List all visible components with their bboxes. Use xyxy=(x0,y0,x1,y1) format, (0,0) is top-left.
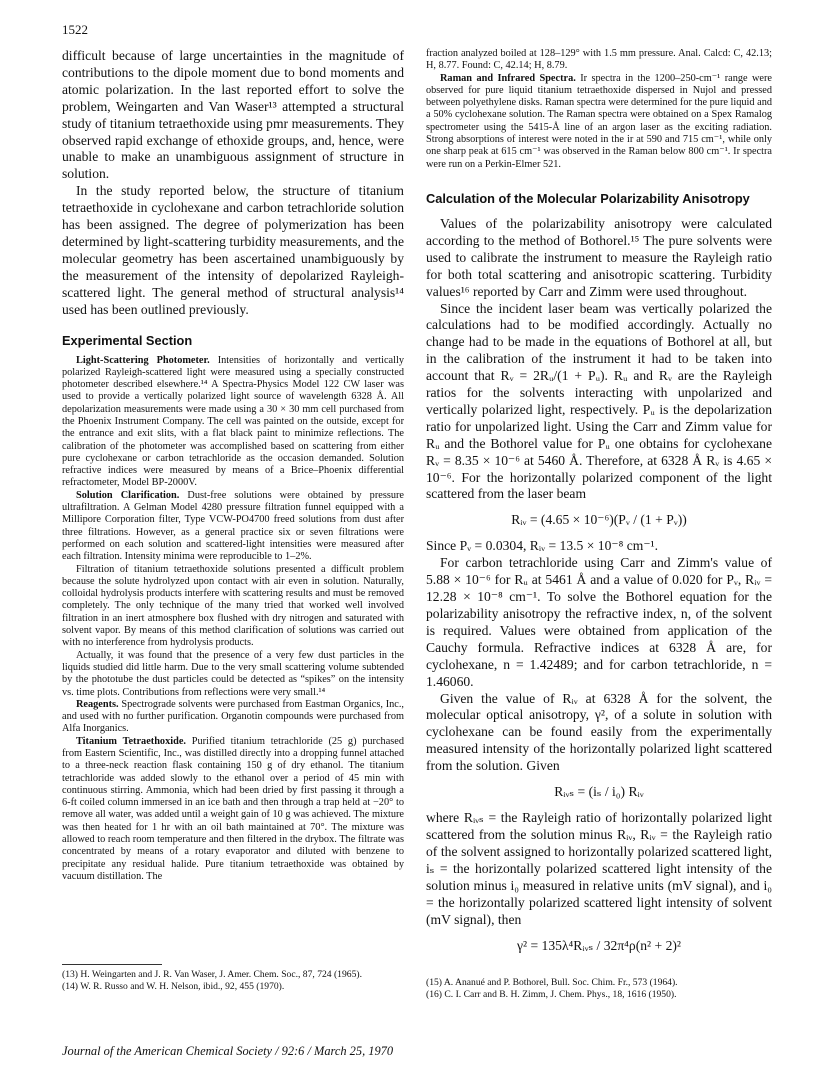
intro-paragraph-2: In the study reported below, the structure of titanium tetraethoxide in cyclohexane and carbon tetrachloride solution has been assigned. The degree of polymerization has been determined by light-scattering turbidity measurements, and the molecular geometry has been ascertained unambiguously by the measurement of the intensity of depolarized Rayleigh-scattered light. The general method of structural analysis¹⁴ used has been outlined previously. xyxy=(62,183,404,317)
spectra-run-head: Raman and Infrared Spectra. xyxy=(440,72,576,84)
calculation-heading: Calculation of the Molecular Polarizability Anisotropy xyxy=(426,190,750,206)
calc-paragraph-2: Since the incident laser beam was vertically polarized the calculations had to be modified accordingly. Actually no change had to be made in the equations of Bothorel at all, but in the calibration of the instrument it had to be taken into account that Rᵥ = 2Rᵤ/(1 + Pᵤ). Rᵤ and Rᵥ are the Rayleigh ratios for the solvents interacting with unpolarized and vertically polarized light, respectively. Pᵤ is the depolarization ratio for unpolarized light. Using the Carr and Zimm value for Rᵤ and the Bothorel value for Pᵤ one obtains for cyclohexane Rᵥ = 8.35 × 10⁻⁶ at 5460 Å. Therefore, at 6328 Å Rᵥ is 4.65 × 10⁻⁶. For the horizontally polarized component of the light scattered from the laser beam xyxy=(426,300,772,502)
experimental-heading: Experimental Section xyxy=(62,332,193,348)
filtration-paragraph: Filtration of titanium tetraethoxide solutions presented a difficult problem because the solute hydrolyzed upon contact with air even in solution. Naturally, colloidal hydrolysis products interfere with scattering results and must be removed completely. The only technique of the many tried that worked well involved filtration in an inert atmosphere box flushed with dry nitrogen and saturated with solvent vapor. By means of this method clarification of solutions was carried out with no interference from hydrolysis products. xyxy=(62,563,404,649)
calc-paragraph-5: Given the value of Rᵢᵥ at 6328 Å for the solvent, the molecular optical anisotropy, γ², of a solute in solution with cyclohexane can be found easily from the experimentally measured intensity of the horizontally polarized light scattered from the solution. Given xyxy=(426,690,772,774)
footnotes-right xyxy=(426,977,772,1000)
reagents-paragraph xyxy=(62,699,404,736)
calc-paragraph-4: For carbon tetrachloride using Carr and Zimm's value of 5.88 × 10⁻⁶ for Rᵤ at 5461 Å and a value of 0.020 for Pᵥ, Rᵢᵥ = 12.28 × 10⁻⁸ cm⁻¹. To solve the Bothorel equation for the polarizability anisotropy the refractive index, n, of the solvent is required. Values were obtained from application of the Cauchy formula. Refractive indices at 6328 Å are, for cyclohexane, n = 1.42489; and for carbon tetrachloride, n = 1.46060. xyxy=(426,555,772,689)
left-column xyxy=(62,48,404,883)
clarification-paragraph xyxy=(62,490,404,564)
reagents-run-head: Reagents. xyxy=(76,698,119,710)
titanium-run-head: Titanium Tetraethoxide. xyxy=(76,735,186,747)
footnote-13: (13) H. Weingarten and J. R. Van Waser, J. Amer. Chem. Soc., 87, 724 (1965). xyxy=(62,969,362,980)
footnotes-left xyxy=(62,964,404,992)
equation-gamma-squared: γ² = 135λ⁴Rᵢᵥₛ / 32π⁴ρ(n² + 2)² xyxy=(517,938,681,954)
titanium-paragraph xyxy=(62,736,404,884)
clarification-text: Dust-free solutions were obtained by pressure ultrafiltration. A Gelman Model 4280 pressure filtration funnel equipped with a Millipore Corporation filter, Type VCW-PO4700 freed solutions from dust after three filtrations. However, as a general practice six or seven filtrations were performed on each solution and scattered-light intensities were measured after each filtration. Intensity minima were reproducible to 1–2%. xyxy=(62,489,404,563)
photometer-run-head: Light-Scattering Photometer. xyxy=(76,354,210,366)
calc-paragraph-6: where Rᵢᵥₛ = the Rayleigh ratio of horizontally polarized light scattered from the solution minus Rᵢᵥ, Rᵢᵥ = the Rayleigh ratio of the solvent assigned to horizontally polarized scattered light, iₛ = the horizontally polarized scattered light intensity of the solution minus i₀ measured in relative units (mV signal), and i₀ = the horizontally polarized scattered light intensity of solvent (mV signal), then xyxy=(426,810,772,927)
dust-paragraph: Actually, it was found that the presence of a very few dust particles in the liquids studied did little harm. Due to the very small scattering volume subtended by the phototube the dust particles could be detected as “spikes” on the intensity vs. time plots. Contributions from reflections were very small.¹⁴ xyxy=(62,649,404,698)
photometer-paragraph xyxy=(62,355,404,490)
titanium-text: Purified titanium tetrachloride (25 g) purchased from Eastern Scientific, Inc., was distilled directly into a dropping funnel attached to a three-neck reaction flask containing 150 g of dry ethanol. The titanium tetrachloride was added slowly to the ethanol over a period of 45 min with continuous stirring. Ammonia, which had been dried by first passing it through a 6-ft coiled column immersed in an ice bath and then through a trap held at −20° to remove all water, was added until a weight gain of 10 g was achieved. The mixture was then heated for 1 hr with an oil bath maintained at 70°. The mixture was allowed to reach room temperature and then filtered in the drybox. The filtrate was concentrated by means of a rotary evaporator and diluted with benzene to precipitate any residual halide. Pure titanium tetraethoxide was obtained by vacuum distillation. The xyxy=(62,735,404,882)
spectra-text: Ir spectra in the 1200–250-cm⁻¹ range were observed for pure liquid titanium tetraethoxide dispersed in Nujol and pressed between polyethylene disks. Raman spectra were determined for the pure liquid and a 50% cyclohexane solution. The Raman spectra were obtained on a Spex Ramalog spectrometer using the 5415-Å line of an argon laser as the exciting radiation. Strong absorptions of interest were noted in the ir at 590 and 715 cm⁻¹, while only one sharp peak at 615 cm⁻¹ was observed in the Raman below 800 cm⁻¹. Ir spectra were run on a Perkin-Elmer 521. xyxy=(426,72,772,170)
journal-footer: Journal of the American Chemical Society / 92:6 / March 25, 1970 xyxy=(62,1044,394,1058)
calc-paragraph-3: Since Pᵥ = 0.0304, Rᵢᵥ = 13.5 × 10⁻⁸ cm⁻¹. xyxy=(426,538,658,554)
footnote-rule xyxy=(62,964,162,965)
reagents-text: Spectrograde solvents were purchased from Eastman Organics, Inc., and used with no further purification. Organotin compounds were purchased from Alfa Inorganics. xyxy=(62,698,404,735)
equation-riv: Rᵢᵥ = (4.65 × 10⁻⁶)(Pᵥ / (1 + Pᵥ)) xyxy=(511,512,687,528)
calc-paragraph-1: Values of the polarizability anisotropy were calculated according to the method of Bothorel.¹⁵ The pure solvents were used to calibrate the instrument to measure the Rayleigh ratio for both total scattering and anisotropic scattering. Turbidity values¹⁶ reported by Carr and Zimm were used throughout. xyxy=(426,215,772,299)
continuation-paragraph: fraction analyzed boiled at 128–129° with 1.5 mm pressure. Anal. Calcd: C, 42.13; H, 8.77. Found: C, 42.14; H, 8.79. xyxy=(426,48,772,72)
equation-rivs: Rᵢᵥₛ = (iₛ / i₀) Rᵢᵥ xyxy=(554,784,644,800)
clarification-run-head: Solution Clarification. xyxy=(76,489,180,501)
footnote-15: (15) A. Ananué and P. Bothorel, Bull. Soc. Chim. Fr., 573 (1964). xyxy=(426,977,678,988)
right-column xyxy=(426,48,772,966)
footnote-16: (16) C. I. Carr and B. H. Zimm, J. Chem. Phys., 18, 1616 (1950). xyxy=(426,988,677,1000)
footnote-14: (14) W. R. Russo and W. H. Nelson, ibid., 92, 455 (1970). xyxy=(62,980,285,992)
spectra-paragraph xyxy=(426,73,772,171)
photometer-text: Intensities of horizontally and vertically polarized Rayleigh-scattered light were measured using a specially constructed photometer described elsewhere.¹⁴ A Spectra-Physics Model 122 CW laser was used to provide a vertically polarized light source of wavelength 6328 Å. All depolarization measurements were made using a 30 × 30 mm cell purchased from the Phoenix Instrument Company. The cell was painted on the outside, except for the entrance and exit slits, with a flat black paint to minimize reflections. The calibration of the photometer was accomplished based on scattering from either pure cyclohexane or carbon tetrachloride as the occasion demanded. Solution refractive indices were measured by means of a Brice–Phoenix differential refractometer, Model BP-2000V. xyxy=(62,354,404,489)
page-number: 1522 xyxy=(62,22,88,37)
intro-paragraph-1: difficult because of large uncertainties in the magnitude of contributions to the dipole moment due to bond moments and atomic polarization. In the last reported effort to solve the problem, Weingarten and Van Waser¹³ attempted a structural study of titanium tetraethoxide using pmr measurements. They observed rapid exchange of ethoxide groups, and, hence, were unable to make an unambiguous assignment of structure in solution. xyxy=(62,48,404,182)
